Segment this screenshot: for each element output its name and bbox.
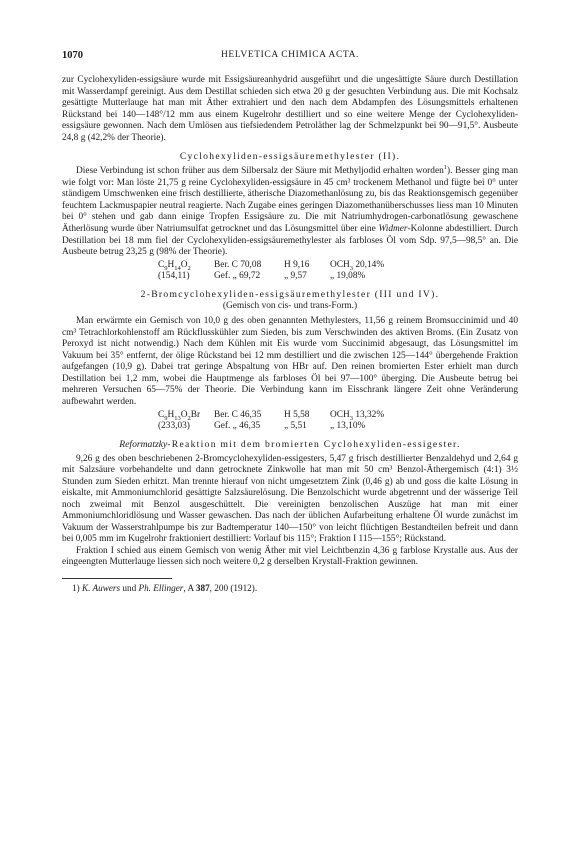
footnote-journal: , A — [183, 583, 196, 593]
widmer-name: Widmer — [378, 224, 408, 235]
footnote-volume: 387 — [195, 583, 210, 593]
molecular-weight: (233,03) — [158, 421, 190, 432]
found-hydrogen: „ 5,51 — [284, 421, 307, 432]
section-heading-reformatzky — [62, 439, 518, 451]
calc-carbon: Ber. C 46,35 — [214, 409, 262, 420]
section-heading-methylester: Cyclohexyliden-essigsäuremethylester (II). — [179, 151, 401, 163]
elemental-analysis-bromester — [158, 410, 518, 433]
footnote-reference: 1 — [443, 164, 448, 172]
calc-methoxy: $OCH_3$ 13,32% — [330, 409, 385, 422]
analysis-row-found — [158, 271, 518, 283]
footnote-and: und — [120, 583, 139, 593]
elemental-analysis-methylester — [158, 260, 518, 283]
calc-carbon: Ber. C 70,08 — [214, 259, 262, 270]
footnote-author-2: Ph. Ellinger — [138, 583, 184, 593]
calc-hydrogen: H 5,58 — [284, 409, 310, 420]
footnote — [62, 583, 518, 594]
section-subheading-bromester: (Gemisch von cis- und trans-Form.) — [222, 300, 358, 311]
reformatzky-paragraph-1: 9,26 g des oben beschriebenen 2-Bromcyclohexyliden-essigesters, 5,47 g frisch destillierter Benzaldehyd und 2,64 g mit Salzsäure vorbehandelte und dann getrocknete Zinkwolle hat man mit 50 cm³ Benzol-Äthergemisch (4:1) 3½ Stunden zum Sieden erhitzt. Man trennte hierauf von nicht umgesetztem Zink (0,46 g) ab und goss die kalte Lösung in eiskalte, mit Ammoniumchlorid gesättigte Salzsäurelösung. Die Benzolschicht wurde abgetrennt und der wässerige Teil noch zweimal mit Benzol ausgeschüttelt. Die vereinigten benzolischen Auszüge hat man mit einer Ammoniumchloridlösung und Wasser gewaschen. Das nach der üblichen Aufarbeitung erhaltene Öl wurde zunächst im Vakuum der Wasserstrahlpumpe bis zur Badtemperatur 140—150° von leicht flüchtigen Bestandteilen befreit und dann bei 0,005 mm im Kugelrohr fraktioniert destilliert: Vorlauf bis 115°; Fraktion I 115—155°; Rückstand. — [62, 453, 518, 545]
analysis-row-found — [158, 421, 518, 433]
found-hydrogen: „ 9,57 — [284, 271, 307, 282]
footnote-pages: , 200 (1912). — [209, 583, 258, 593]
reformatzky-paragraph-2: Fraktion I schied aus einem Gemisch von wenig Äther mit viel Leichtbenzin 4,36 g farblose Krystalle aus. Aus der eingeengten Mutterlauge liessen sich noch weitere 0,2 g derselben Krystall-Fraktion gewinnen. — [62, 545, 518, 568]
found-methoxy: „ 19,08% — [330, 271, 366, 282]
journal-title: HELVETICA CHIMICA ACTA. — [220, 50, 360, 60]
bromester-paragraph: Man erwärmte ein Gemisch von 10,0 g des oben genannten Methylesters, 11,56 g reinem Bromsuccinimid und 40 cm³ Tetrachlorkohlenstoff am Rückflusskühler zum Sieden, bis zum Verschwinden des aktiven Broms. (Ein Zusatz von Peroxyd ist nicht notwendig.) Nach dem Kühlen mit Eis wurde vom Succinimid abgesaugt, das Lösungsmittel im Vakuum bei 35° entfernt, der ölige Rückstand bei 12 mm destilliert und die zwischen 125—144° übergehende Fraktion aufgefangen (10,9 g). Dabei trat geringe Abspaltung von HBr auf. Den reinen bromierten Ester erhielt man durch Destillation bei 1,2 mm, wobei die Hauptmenge als farbloses Öl bei 97—100° überging. Die Ausbeute betrug bei mehreren Versuchen 65—75% der Theorie. Die Verbindung kann im Eisschrank längere Zeit ohne Veränderung aufbewahrt werden. — [62, 316, 518, 407]
calc-hydrogen: H 9,16 — [284, 259, 310, 270]
analysis-row-calculated — [158, 410, 518, 422]
molecular-formula: $C_9H_{13}O_2Br$ — [158, 409, 201, 422]
footnote-rule — [62, 578, 172, 579]
calc-methoxy: $OCH_3$ 20,14% — [330, 259, 385, 272]
molecular-weight: (154,11) — [158, 271, 190, 282]
methylester-text-a: Diese Verbindung ist schon früher aus dem Silbersalz der Säure mit Methyljodid erhalten worden — [76, 166, 444, 177]
methylester-text-b: ). Besser ging man wie folgt vor: Man löste 21,75 g reine Cyclohexyliden-essigsäure in 45 cm³ trockenem Methanol und fügte bei 0° unter ständigem Umschwenken eine frisch destillierte, ätherische Diazomethanlösung zu, bis das Reaktionsgemisch gegenüber feuchtem Lackmuspapier neutral reagierte. Nach Zugabe eines geringen Diazomethanüberschusses liess man 10 Minuten bei 0° stehen und gab dann einige Tropfen Essigsäure zu. Die mit Natriumhydrogen-carbonatlösung gewaschene Ätherlösung wurde über Natriumsulfat getrocknet und das Lösungsmittel über eine — [62, 166, 518, 235]
intro-paragraph: zur Cyclohexyliden-essigsäure wurde mit Essigsäureanhydrid ausgeführt und die ungesättigte Säure durch Destillation mit Wasserdampf gereinigt. Aus dem Destillat schieden sich etwa 20 g der gesuchten Verbindung aus. Die mit Kochsalz gesättigte Mutterlauge hat man mit Äther extrahiert und den nach dem Abdampfen des Lösungsmittels erhaltenen Rückstand bei 140—148°/12 mm aus einem Kugelrohr destilliert und so eine weitere Menge der Cyclohexyliden-essigsäure gewonnen. Nach dem Umlösen aus tiefsiedendem Petroläther lag der Schmelzpunkt bei 90—91,5°. Ausbeute 24,8 g (42,2% der Theorie). — [62, 75, 518, 143]
methylester-paragraph — [62, 166, 518, 258]
section-heading-bromester: 2-Bromcyclohexyliden-essigsäuremethylester (III und IV). — [140, 288, 440, 300]
footnote-marker: 1) — [72, 583, 80, 593]
running-header — [62, 50, 518, 66]
footnote-author-1: K. Auwers — [81, 583, 121, 593]
found-carbon: Gef. „ 69,72 — [214, 271, 261, 282]
found-methoxy: „ 13,10% — [330, 421, 366, 432]
analysis-row-calculated — [158, 260, 518, 272]
reformatzky-name: Reformatzky — [119, 438, 168, 450]
reformatzky-title-rest: -Reaktion mit dem bromierten Cyclohexyliden-essigester. — [167, 438, 461, 450]
molecular-formula: $C_9H_{14}O_2$ — [158, 259, 191, 272]
found-carbon: Gef. „ 46,35 — [214, 421, 261, 432]
methylester-text-c: -Kolonne abdestilliert. Durch Destillation bei 18 mm fiel der Cyclohexyliden-essigsäuremethylester als farbloses Öl vom Sdp. 97,5—98,5° an. Die Ausbeute betrug 23,25 g (98% der Theorie). — [62, 224, 518, 258]
page-number: 1070 — [62, 50, 83, 61]
